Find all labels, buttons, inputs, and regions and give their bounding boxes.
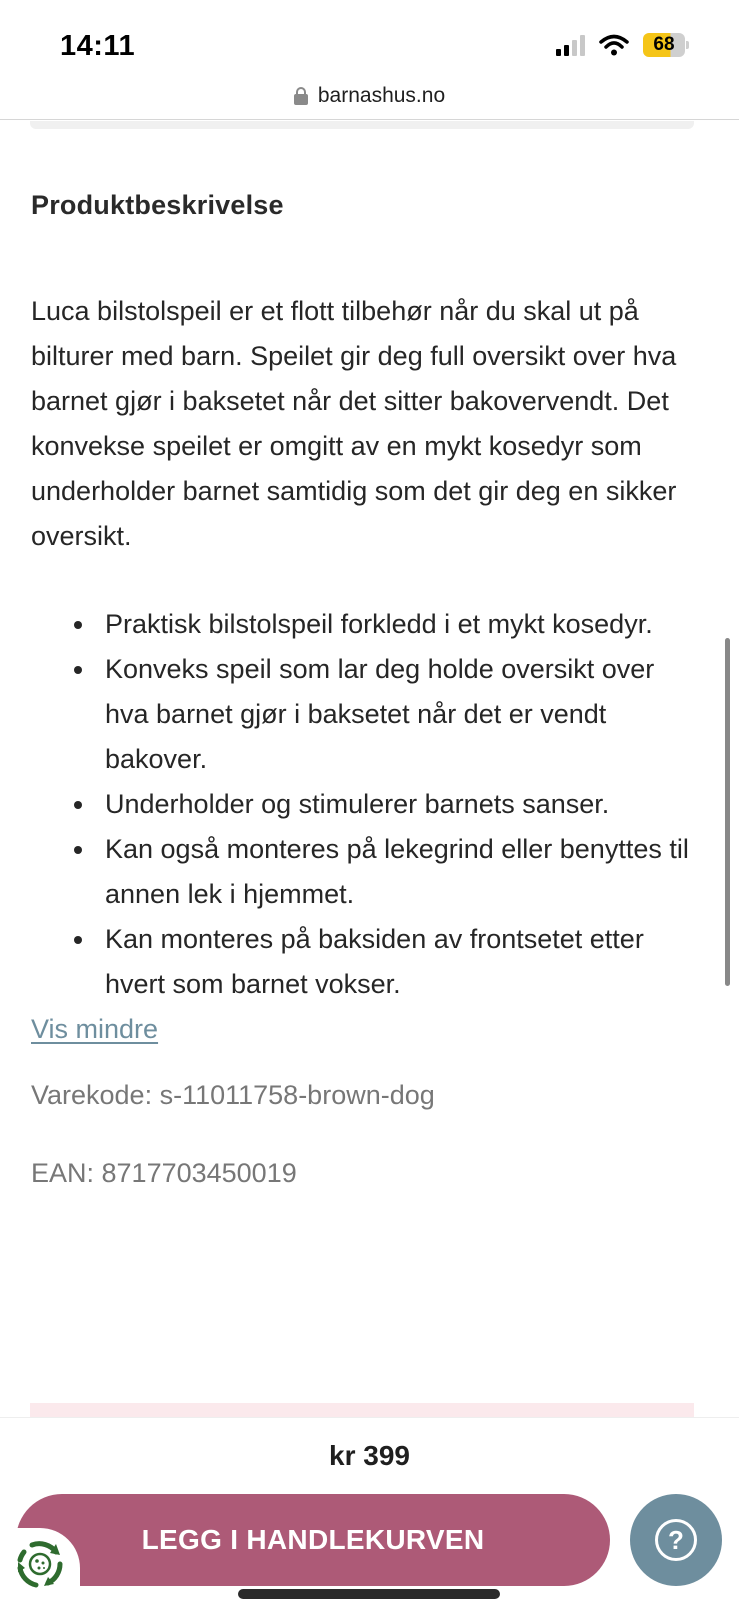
product-description: Luca bilstolspeil er et flott tilbehør når du skal ut på bilturer med barn. Speilet gir deg full oversikt over hva barnet gjør i baksetet når det sitter bakovervendt. Det konvekse speilet er omgitt av en mykt kosedyr som underholder barnet samtidig som det gir deg en sikker oversikt. xyxy=(31,296,677,551)
price: kr 399 xyxy=(329,1440,410,1471)
address-bar[interactable] xyxy=(0,72,739,120)
status-time: 14:11 xyxy=(60,30,136,62)
add-to-cart-button[interactable] xyxy=(16,1494,610,1586)
url-text[interactable]: barnashus.no xyxy=(317,83,446,107)
cellular-signal-icon xyxy=(556,34,585,56)
feature-item: Praktisk bilstolspeil forkledd i et mykt kosedyr. xyxy=(105,602,701,647)
home-indicator[interactable] xyxy=(238,1589,500,1599)
feature-item: Kan monteres på baksiden av frontsetet etter hvert som barnet vokser. xyxy=(105,917,701,1007)
feature-item: Kan også monteres på lekegrind eller benyttes til annen lek i hjemmet. xyxy=(105,827,701,917)
recycle-icon[interactable] xyxy=(14,1538,66,1590)
purchase-panel xyxy=(0,1417,739,1600)
feature-item: Konveks speil som lar deg holde oversikt over hva barnet gjør i baksetet når det er vendt bakover. xyxy=(105,647,701,782)
product-description-section xyxy=(31,190,701,1189)
feature-item: Underholder og stimulerer barnets sanser. xyxy=(105,782,701,827)
wifi-icon xyxy=(599,34,629,56)
product-ean: EAN: 8717703450019 xyxy=(31,1158,297,1188)
status-icons xyxy=(556,33,689,57)
section-title: Produktbeskrivelse xyxy=(31,190,284,220)
show-less-link[interactable]: Vis mindre xyxy=(31,1014,159,1044)
question-icon: ? xyxy=(655,1519,697,1561)
feature-list xyxy=(31,602,701,1007)
next-section-edge xyxy=(30,1403,694,1417)
battery-icon xyxy=(643,33,689,57)
status-bar xyxy=(0,0,739,80)
scrollbar[interactable] xyxy=(725,638,730,986)
battery-level: 68 xyxy=(643,33,685,57)
previous-section-edge xyxy=(30,121,694,129)
product-sku: Varekode: s-11011758-brown-dog xyxy=(31,1080,435,1110)
help-button[interactable] xyxy=(630,1494,722,1586)
add-to-cart-label: LEGG I HANDLEKURVEN xyxy=(141,1524,485,1555)
lock-icon xyxy=(294,87,308,105)
